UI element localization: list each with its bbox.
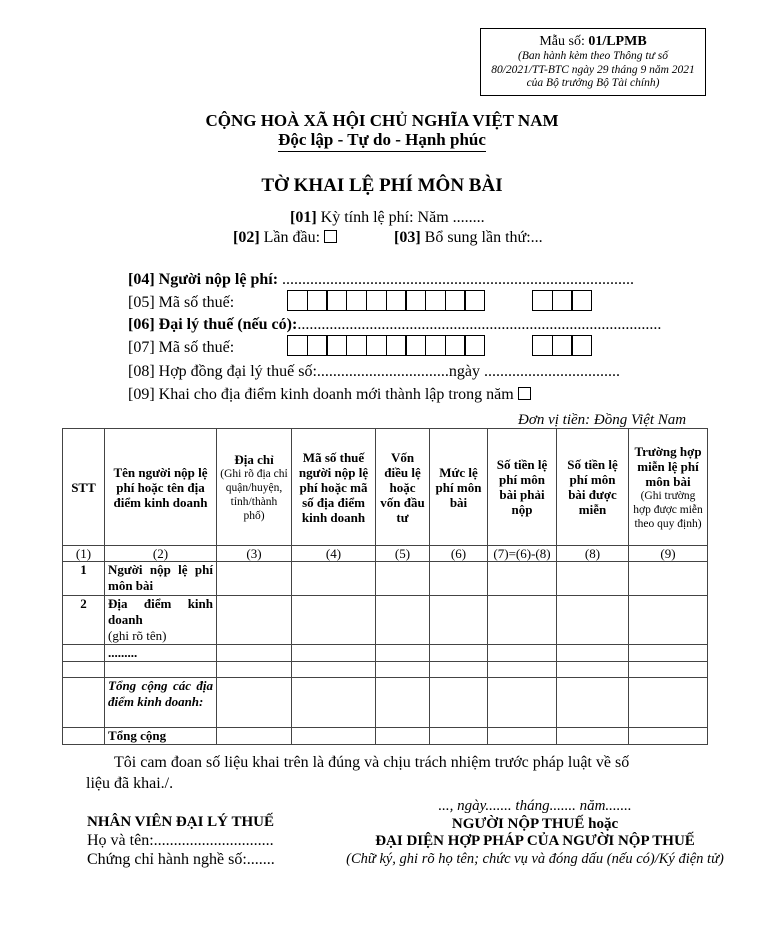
table-row: ......... xyxy=(63,645,708,662)
cell-input[interactable] xyxy=(292,562,376,596)
col-header-fee-exempt: Số tiền lệ phí môn bài được miễn xyxy=(557,429,629,546)
cell-input[interactable] xyxy=(292,596,376,645)
cell-input[interactable] xyxy=(292,662,376,678)
table-header-row xyxy=(63,429,708,546)
form-note-line1: (Ban hành kèm theo Thông tư số xyxy=(517,50,668,62)
tin-05-main-boxes[interactable] xyxy=(287,290,485,311)
cell-input[interactable] xyxy=(629,662,708,678)
cell-input[interactable] xyxy=(488,662,557,678)
table-row xyxy=(63,662,708,678)
field-03-supplement[interactable]: [03] Bổ sung lần thứ:... xyxy=(394,229,543,246)
col-header-fee-rate: Mức lệ phí môn bài xyxy=(430,429,488,546)
field-01-period[interactable]: [01] Kỳ tính lệ phí: Năm ........ xyxy=(290,209,485,226)
cell-input[interactable] xyxy=(376,728,430,745)
cell-input[interactable] xyxy=(488,728,557,745)
first-time-checkbox[interactable] xyxy=(324,230,337,243)
cell-input[interactable] xyxy=(557,562,629,596)
commitment-line1: Tôi cam đoan số liệu khai trên là đúng và chịu trách nhiệm trước pháp luật về số xyxy=(114,754,630,771)
col-header-tax-code: Mã số thuế người nộp lệ phí hoặc mã số địa điểm kinh doanh xyxy=(292,429,376,546)
cell-input[interactable] xyxy=(430,662,488,678)
tin-digit-box[interactable] xyxy=(386,290,407,311)
cell-input[interactable] xyxy=(557,596,629,645)
tin-digit-box[interactable] xyxy=(307,335,328,356)
signature-note: (Chữ ký, ghi rõ họ tên; chức vụ và đóng dấu (nếu có)/Ký điện tử) xyxy=(346,851,724,867)
cell-input[interactable] xyxy=(629,728,708,745)
cell-input[interactable] xyxy=(557,645,629,662)
form-note-line2: 80/2021/TT-BTC ngày 29 tháng 9 năm 2021 xyxy=(491,63,695,76)
tin-digit-box[interactable] xyxy=(445,335,466,356)
cell-input[interactable] xyxy=(557,662,629,678)
field-09-new-location: [09] Khai cho địa điểm kinh doanh mới thành lập trong năm xyxy=(128,385,531,405)
cell-input[interactable] xyxy=(376,645,430,662)
signature-date[interactable]: ..., ngày....... tháng....... năm....... xyxy=(438,798,632,814)
cell-input[interactable] xyxy=(430,678,488,728)
cell-input[interactable] xyxy=(217,562,292,596)
cell-input[interactable] xyxy=(629,562,708,596)
tin-digit-box[interactable] xyxy=(405,335,426,356)
tin-05-branch-boxes[interactable] xyxy=(532,290,592,311)
cell-input[interactable] xyxy=(376,562,430,596)
cell-input[interactable] xyxy=(217,645,292,662)
cell-input[interactable] xyxy=(629,678,708,728)
cell-input[interactable] xyxy=(217,728,292,745)
agent-name-field[interactable]: Họ và tên:.............................. xyxy=(87,832,274,849)
motto: Độc lập - Tự do - Hạnh phúc xyxy=(0,130,764,150)
cell-input[interactable] xyxy=(488,645,557,662)
tin-digit-box[interactable] xyxy=(445,290,466,311)
cell-input[interactable] xyxy=(629,645,708,662)
tin-digit-box[interactable] xyxy=(571,335,592,356)
col-header-stt: STT xyxy=(63,429,105,546)
signature-title-1: NGƯỜI NỘP THUẾ hoặc xyxy=(451,816,619,832)
field-06-tax-agent[interactable]: [06] Đại lý thuế (nếu có):........................................................................................... xyxy=(128,316,662,333)
tin-07-branch-boxes[interactable] xyxy=(532,335,592,356)
tin-digit-box[interactable] xyxy=(346,335,367,356)
tin-digit-box[interactable] xyxy=(464,290,485,311)
cell-input[interactable] xyxy=(217,596,292,645)
tax-agent-staff-title: NHÂN VIÊN ĐẠI LÝ THUẾ xyxy=(87,814,274,830)
tin-digit-box[interactable] xyxy=(552,335,573,356)
tin-digit-box[interactable] xyxy=(552,290,573,311)
cell-input[interactable] xyxy=(430,596,488,645)
tin-digit-box[interactable] xyxy=(386,335,407,356)
signature-title-2: ĐẠI DIỆN HỢP PHÁP CỦA NGƯỜI NỘP THUẾ xyxy=(375,833,695,849)
cell-input[interactable] xyxy=(557,728,629,745)
tin-digit-box[interactable] xyxy=(571,290,592,311)
cell-input[interactable] xyxy=(292,728,376,745)
field-04-payer[interactable]: [04] Người nộp lệ phí: ........................................................................................ xyxy=(128,271,635,288)
tin-digit-box[interactable] xyxy=(366,335,387,356)
tin-digit-box[interactable] xyxy=(464,335,485,356)
cell-input[interactable] xyxy=(376,678,430,728)
document-title: TỜ KHAI LỆ PHÍ MÔN BÀI xyxy=(261,175,503,196)
tin-digit-box[interactable] xyxy=(326,290,347,311)
cell-input[interactable] xyxy=(292,678,376,728)
commitment-line2: liệu đã khai./. xyxy=(86,775,174,792)
tin-digit-box[interactable] xyxy=(346,290,367,311)
tin-digit-box[interactable] xyxy=(307,290,328,311)
tin-digit-box[interactable] xyxy=(287,335,308,356)
agent-certificate-field[interactable]: Chứng chỉ hành nghề số:....... xyxy=(87,851,275,868)
cell-input[interactable] xyxy=(629,596,708,645)
cell-input[interactable] xyxy=(488,678,557,728)
col-header-exempt-case: Trường hợp miễn lệ phí môn bài (Ghi trường hợp được miễn theo quy định) xyxy=(629,429,708,546)
column-index-row: (1) (2) (3) (4) (5) (6) (7)=(6)-(8) (8) (9) xyxy=(63,546,708,562)
cell-input[interactable] xyxy=(292,645,376,662)
new-location-checkbox[interactable] xyxy=(518,387,531,400)
cell-input[interactable] xyxy=(376,596,430,645)
tin-digit-box[interactable] xyxy=(326,335,347,356)
form-note-line3: của Bộ trưởng Bộ Tài chính) xyxy=(526,77,660,89)
col-header-fee-payable: Số tiền lệ phí môn bài phải nộp xyxy=(488,429,557,546)
tin-digit-box[interactable] xyxy=(532,335,553,356)
nation-header: CỘNG HOÀ XÃ HỘI CHỦ NGHĨA VIỆT NAM xyxy=(205,111,559,130)
tin-digit-box[interactable] xyxy=(405,290,426,311)
cell-input[interactable] xyxy=(430,645,488,662)
cell-input[interactable] xyxy=(430,562,488,596)
cell-input[interactable] xyxy=(557,678,629,728)
form-code: Mẫu số: 01/LPMB xyxy=(539,34,647,49)
cell-input[interactable] xyxy=(488,596,557,645)
cell-input[interactable] xyxy=(376,662,430,678)
cell-input[interactable] xyxy=(488,562,557,596)
table-row: 2 Địa điểm kinh doanh (ghi rõ tên) xyxy=(63,596,708,645)
tin-digit-box[interactable] xyxy=(425,290,446,311)
cell-input[interactable] xyxy=(217,678,292,728)
table-row-total: Tổng cộng xyxy=(63,728,708,745)
tin-digit-box[interactable] xyxy=(366,290,387,311)
field-05-label: [05] Mã số thuế: xyxy=(128,294,235,311)
field-07-label: [07] Mã số thuế: xyxy=(128,339,235,356)
tin-digit-box[interactable] xyxy=(425,335,446,356)
currency-unit: Đơn vị tiền: Đồng Việt Nam xyxy=(518,412,687,428)
cell-input[interactable] xyxy=(217,662,292,678)
col-header-capital: Vốn điều lệ hoặc vốn đầu tư xyxy=(376,429,430,546)
col-header-address: Địa chỉ (Ghi rõ địa chỉ quận/huyện, tỉnh/thành phố) xyxy=(217,429,292,546)
col-header-name: Tên người nộp lệ phí hoặc tên địa điểm kinh doanh xyxy=(105,429,217,546)
cell-input[interactable] xyxy=(430,728,488,745)
field-08-agent-contract[interactable]: [08] Hợp đồng đại lý thuế số:.................................ngày .................................. xyxy=(128,363,620,380)
tin-digit-box[interactable] xyxy=(532,290,553,311)
form-code-box xyxy=(480,28,706,96)
fee-table xyxy=(62,428,708,745)
tin-07-main-boxes[interactable] xyxy=(287,335,485,356)
table-row: 1 Người nộp lệ phí môn bài xyxy=(63,562,708,596)
tin-digit-box[interactable] xyxy=(287,290,308,311)
field-02-first-time: [02] Lần đầu: xyxy=(233,228,337,248)
table-row-subtotal: Tổng cộng các địa điểm kinh doanh: xyxy=(63,678,708,728)
